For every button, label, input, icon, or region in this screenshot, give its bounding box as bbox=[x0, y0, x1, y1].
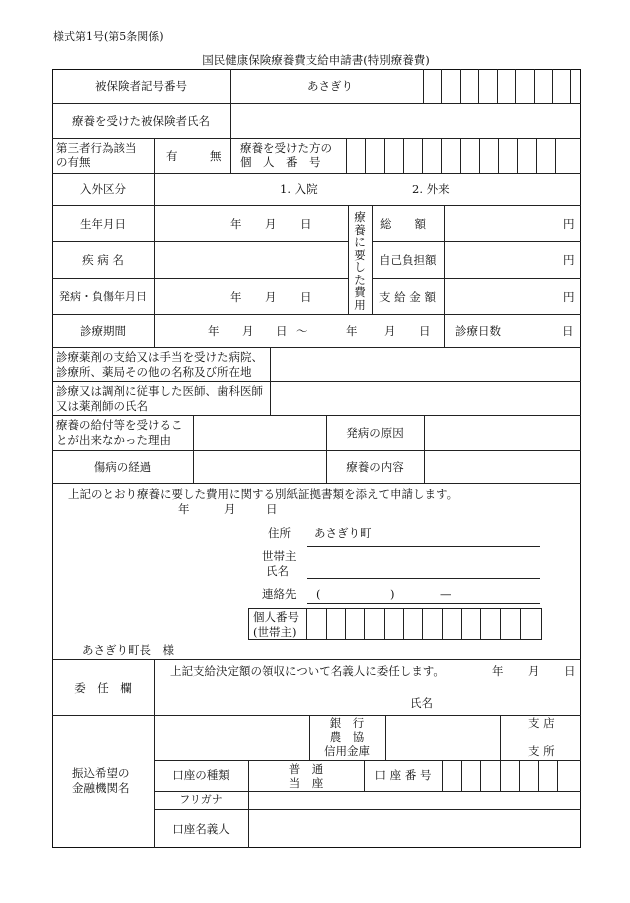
disease-name-label: 疾 病 名 bbox=[82, 253, 124, 267]
period-tilde: 〜 bbox=[296, 324, 308, 338]
birth-date-label: 生年月日 bbox=[80, 217, 126, 231]
contact-close-paren: ) bbox=[390, 587, 395, 601]
period-start-day-unit: 日 bbox=[276, 324, 288, 338]
onset-cause-label: 発病の原因 bbox=[346, 426, 404, 440]
cost-payment-label: 支 給 金 額 bbox=[379, 290, 436, 304]
householder-label-line1: 世帯主 bbox=[262, 549, 297, 563]
hospital-label-line2: 診療所、薬局その他の名称及び所在地 bbox=[56, 365, 252, 379]
delegation-label: 委 任 欄 bbox=[74, 681, 132, 695]
account-type-label: 口座の種類 bbox=[172, 768, 230, 782]
bank-type-agricultural[interactable]: 農 協 bbox=[329, 730, 365, 744]
birth-month-unit: 月 bbox=[265, 217, 277, 231]
hospital-field[interactable] bbox=[272, 349, 578, 379]
contact-open-paren: ( bbox=[316, 587, 321, 601]
householder-personal-number-label-line2: (世帯主) bbox=[253, 625, 297, 639]
account-type-normal[interactable]: 普 通 bbox=[288, 762, 324, 776]
period-end-day-unit: 日 bbox=[419, 324, 431, 338]
hospital-label-line1: 診療薬剤の支給又は手当を受けた病院、 bbox=[56, 350, 263, 364]
householder-personal-number-label-line1: 個人番号 bbox=[253, 610, 299, 624]
doctor-label-line1: 診療又は調剤に従事した医師、歯科医師 bbox=[56, 384, 263, 398]
account-holder-label: 口座名義人 bbox=[172, 822, 230, 836]
householder-label-line2: 氏名 bbox=[266, 564, 289, 578]
bank-label-line1: 振込希望の bbox=[72, 766, 130, 780]
disease-name-field[interactable] bbox=[156, 243, 346, 276]
account-holder-field[interactable] bbox=[250, 811, 578, 846]
account-type-current[interactable]: 当 座 bbox=[288, 776, 324, 790]
delegation-day-unit: 日 bbox=[564, 664, 576, 678]
contact-underline bbox=[307, 603, 540, 604]
furigana-label: フリガナ bbox=[179, 793, 223, 806]
address-value[interactable]: あさぎり町 bbox=[314, 526, 372, 540]
period-end-month-unit: 月 bbox=[384, 324, 396, 338]
declaration-year-unit: 年 bbox=[178, 502, 190, 516]
onset-date-label: 発病・負傷年月日 bbox=[59, 290, 147, 303]
period-start-month-unit: 月 bbox=[242, 324, 254, 338]
insured-name-label: 療養を受けた被保険者氏名 bbox=[72, 114, 210, 128]
branch-name-field[interactable] bbox=[387, 717, 498, 758]
cost-payment-yen: 円 bbox=[563, 290, 575, 304]
admission-option-inpatient[interactable]: 1. 入院 bbox=[280, 182, 318, 196]
period-end-year-unit: 年 bbox=[346, 324, 358, 338]
bank-label-line2: 金融機関名 bbox=[72, 781, 130, 795]
treatment-days-label: 診療日数 bbox=[455, 324, 501, 338]
period-start-year-unit: 年 bbox=[208, 324, 220, 338]
form-title: 国民健康保険療養費支給申請書(特別療養費) bbox=[202, 53, 430, 67]
treatment-content-label: 療養の内容 bbox=[346, 460, 404, 474]
treatment-days-unit: 日 bbox=[562, 324, 574, 338]
delegation-statement: 上記支給決定額の領収について名義人に委任します。 bbox=[170, 664, 445, 678]
cost-total-yen: 円 bbox=[563, 217, 575, 231]
bank-type-bank[interactable]: 銀 行 bbox=[329, 716, 365, 730]
declaration-statement: 上記のとおり療養に要した費用に関する別紙証拠書類を添えて申請します。 bbox=[68, 487, 459, 501]
third-party-label-line2: の有無 bbox=[56, 155, 91, 169]
cost-vertical-label: 療養に要した費用 bbox=[354, 210, 366, 312]
treatment-period-label: 診療期間 bbox=[80, 324, 126, 338]
patient-personal-number-label-line2: 個 人 番 号 bbox=[240, 155, 321, 169]
birth-day-unit: 日 bbox=[300, 217, 312, 231]
insured-name-field[interactable] bbox=[232, 105, 578, 136]
delegation-month-unit: 月 bbox=[528, 664, 540, 678]
onset-month-unit: 月 bbox=[265, 290, 277, 304]
reason-label-line2: とが出来なかった理由 bbox=[56, 433, 171, 447]
account-number-label: 口 座 番 号 bbox=[374, 768, 432, 782]
cost-self-pay-yen: 円 bbox=[563, 253, 575, 267]
branch-type-branch[interactable]: 支 店 bbox=[528, 716, 555, 730]
insured-number-value[interactable]: あさぎり bbox=[307, 79, 353, 93]
doctor-label-line2: 又は薬剤師の氏名 bbox=[56, 399, 148, 413]
address-label: 住所 bbox=[268, 526, 291, 540]
furigana-field[interactable] bbox=[250, 792, 578, 808]
declaration-month-unit: 月 bbox=[224, 502, 236, 516]
householder-underline bbox=[307, 578, 540, 579]
third-party-no-option[interactable]: 無 bbox=[210, 149, 222, 163]
doctor-field[interactable] bbox=[272, 383, 578, 413]
contact-label: 連絡先 bbox=[262, 587, 297, 601]
cost-self-pay-label: 自己負担額 bbox=[379, 253, 437, 267]
onset-day-unit: 日 bbox=[300, 290, 312, 304]
declaration-day-unit: 日 bbox=[266, 502, 278, 516]
address-underline bbox=[307, 546, 540, 547]
patient-personal-number-label-line1: 療養を受けた方の bbox=[240, 141, 332, 155]
illness-progress-label: 傷病の経過 bbox=[93, 460, 152, 474]
cost-total-label: 総 額 bbox=[380, 217, 426, 231]
delegation-year-unit: 年 bbox=[492, 664, 504, 678]
birth-year-unit: 年 bbox=[230, 217, 242, 231]
delegation-name-label: 氏名 bbox=[410, 696, 433, 710]
admission-option-outpatient[interactable]: 2. 外来 bbox=[412, 182, 450, 196]
reason-label-line1: 療養の給付等を受けるこ bbox=[56, 418, 183, 432]
third-party-yes-option[interactable]: 有 bbox=[166, 149, 178, 163]
third-party-label-line1: 第三者行為該当 bbox=[56, 141, 137, 155]
branch-type-office[interactable]: 支 所 bbox=[528, 744, 555, 758]
insured-number-label: 被保険者記号番号 bbox=[95, 79, 187, 93]
addressee: あさぎり町長 様 bbox=[82, 643, 174, 657]
bank-name-field[interactable] bbox=[156, 717, 307, 758]
form-number: 様式第1号(第5条関係) bbox=[53, 30, 164, 43]
admission-type-label: 入外区分 bbox=[80, 182, 126, 196]
contact-dash: — bbox=[440, 587, 452, 601]
onset-year-unit: 年 bbox=[230, 290, 242, 304]
bank-type-credit-union[interactable]: 信用金庫 bbox=[324, 744, 370, 758]
